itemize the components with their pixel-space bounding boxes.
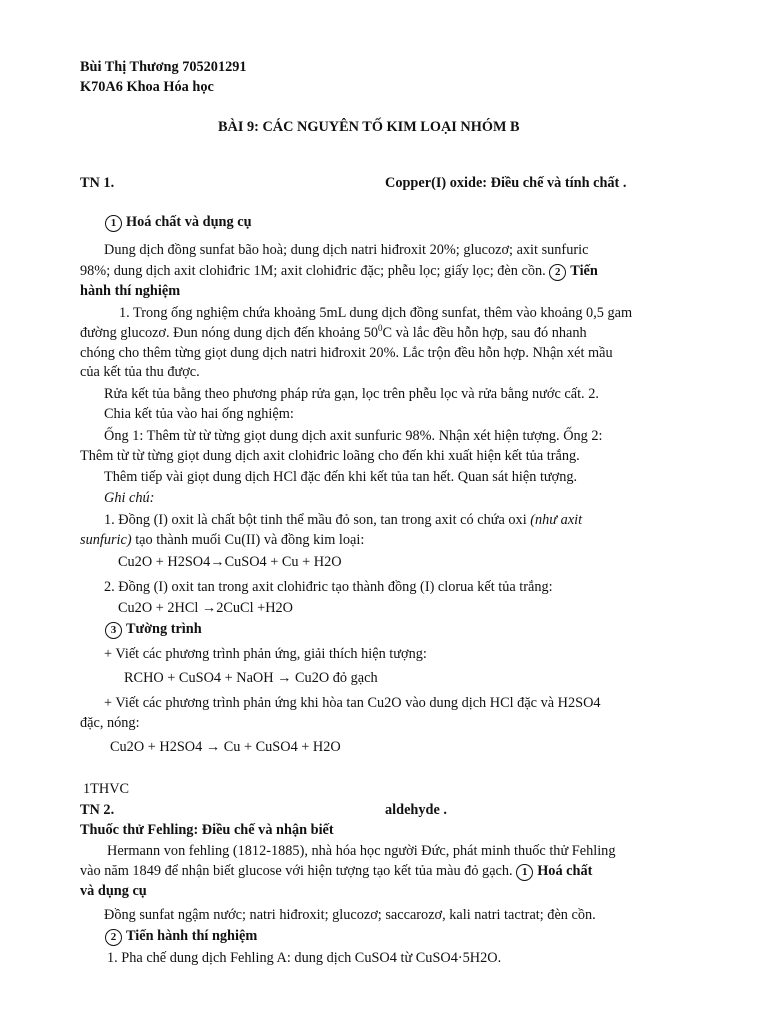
tn2-label: TN 2. xyxy=(80,802,115,818)
equation-3: RCHO + CuSO4 + NaOH → Cu2O đỏ gạch xyxy=(124,670,378,686)
circled-number-1-icon: 1 xyxy=(516,864,533,881)
author-line: Bùi Thị Thương 705201291 xyxy=(80,59,247,75)
chem-line-2-text: 98%; dung dịch axit clohiđric 1M; axit clohiđric đặc; phễu lọc; giấy lọc; đèn cồn. xyxy=(80,263,546,279)
equation-1: Cu2O + H2SO4→CuSO4 + Cu + H2O xyxy=(118,554,342,570)
step1-text-b: C và lắc đều hỗn hợp, sau đó nhanh xyxy=(382,325,587,341)
report-line-1: + Viết các phương trình phản ứng, giải thích hiện tượng: xyxy=(104,646,427,662)
wash-line-1: Rửa kết tủa bằng theo phương pháp rửa gạn, lọc trên phễu lọc và rửa bằng nước cất. 2. xyxy=(104,386,599,402)
tube-line-2: Thêm từ từ từng giọt dung dịch axit clohiđric loãng cho đến khi xuất hiện kết tủa trắng. xyxy=(80,448,580,464)
chem-line-1: Dung dịch đồng sunfat bão hoà; dung dịch natri hiđroxit 20%; glucozơ; axit sunfuric xyxy=(104,242,589,258)
degree-superscript: 0 xyxy=(378,323,383,334)
tn2-heading: Thuốc thử Fehling: Điều chế và nhận biết xyxy=(80,822,334,838)
step1-line-2 xyxy=(80,324,587,342)
tn1-section-1 xyxy=(105,213,252,232)
note1-line-1 xyxy=(104,511,582,529)
section-title: Hoá chất xyxy=(537,863,593,879)
tn2-step-1: 1. Pha chế dung dịch Fehling A: dung dịch CuSO4 từ CuSO4·5H2O. xyxy=(107,950,502,966)
tn2-section-1-cont: và dụng cụ xyxy=(80,883,147,899)
step1-text-a: đường glucozơ. Đun nóng dung dịch đến khoảng 50 xyxy=(80,325,379,341)
note1-italic-2: sunfuric) xyxy=(80,532,132,548)
circled-number-3-icon: 3 xyxy=(105,622,122,639)
section-title: Hoá chất và dụng cụ xyxy=(126,214,252,230)
chem-line-2 xyxy=(80,262,598,281)
tn1-heading: Copper(I) oxide: Điều chế và tính chất . xyxy=(385,175,627,191)
tn1-section-2 xyxy=(549,263,598,279)
class-line: K70A6 Khoa Hóa học xyxy=(80,79,214,95)
tn2-intro-line-2 xyxy=(80,862,592,881)
section-title: Tiến xyxy=(570,263,598,279)
tn1-section-3 xyxy=(105,620,202,639)
circled-number-1-icon: 1 xyxy=(105,215,122,232)
step1-line-4: của kết tủa thu được. xyxy=(80,364,200,380)
tn2-section-2 xyxy=(105,927,257,946)
circled-number-2-icon: 2 xyxy=(105,929,122,946)
note2-line: 2. Đồng (I) oxit tan trong axit clohiđric tạo thành đồng (I) clorua kết tủa trắng: xyxy=(104,579,553,595)
equation-4: Cu2O + H2SO4 → Cu + CuSO4 + H2O xyxy=(110,739,341,755)
tn2-intro-line-1: Hermann von fehling (1812-1885), nhà hóa học người Đức, phát minh thuốc thử Fehling xyxy=(107,843,616,859)
tube-line-1: Ống 1: Thêm từ từ từng giọt dung dịch axit sunfuric 98%. Nhận xét hiện tượng. Ống 2: xyxy=(104,428,603,444)
note1-text: 1. Đồng (I) oxit là chất bột tinh thể mầu đỏ son, tan trong axit có chứa oxi xyxy=(104,512,531,528)
page-marker: 1THVC xyxy=(83,781,130,797)
tn2-section-1 xyxy=(516,863,592,879)
tn2-intro-text: vào năm 1849 để nhận biết glucose với hiện tượng tạo kết tủa màu đỏ gạch. xyxy=(80,863,513,879)
note-label: Ghi chú: xyxy=(104,490,155,506)
section-title: Tiến hành thí nghiệm xyxy=(126,928,258,944)
note1-italic: (như axit xyxy=(530,512,583,528)
hcl-line: Thêm tiếp vài giọt dung dịch HCl đặc đến khi kết tủa tan hết. Quan sát hiện tượng. xyxy=(104,469,578,485)
note1-text-2: tạo thành muối Cu(II) và đồng kim loại: xyxy=(131,532,365,548)
tn2-chem-line: Đồng sunfat ngậm nước; natri hiđroxit; glucozơ; saccarozơ, kali natri tactrat; đèn cồn. xyxy=(104,907,596,923)
page-title: BÀI 9: CÁC NGUYÊN TỐ KIM LOẠI NHÓM B xyxy=(218,119,520,135)
step1-line-3: chóng cho thêm từng giọt dung dịch natri hiđroxit 20%. Lắc trộn đều hỗn hợp. Nhận xét mầu xyxy=(80,345,613,361)
section-title: Tường trình xyxy=(126,621,202,637)
note1-line-2 xyxy=(80,531,364,549)
tn2-heading-right: aldehyde . xyxy=(385,802,447,818)
section-2-title-cont: hành thí nghiệm xyxy=(80,283,181,299)
wash-line-2: Chia kết tủa vào hai ống nghiệm: xyxy=(104,406,294,422)
circled-number-2-icon: 2 xyxy=(549,264,566,281)
tn1-label: TN 1. xyxy=(80,175,115,191)
equation-2: Cu2O + 2HCl →2CuCl +H2O xyxy=(118,600,293,616)
report-line-3: đặc, nóng: xyxy=(80,715,140,731)
step1-line-1: 1. Trong ống nghiệm chứa khoảng 5mL dung dịch đồng sunfat, thêm vào khoảng 0,5 gam xyxy=(119,305,633,321)
report-line-2: + Viết các phương trình phản ứng khi hòa tan Cu2O vào dung dịch HCl đặc và H2SO4 xyxy=(104,695,601,711)
